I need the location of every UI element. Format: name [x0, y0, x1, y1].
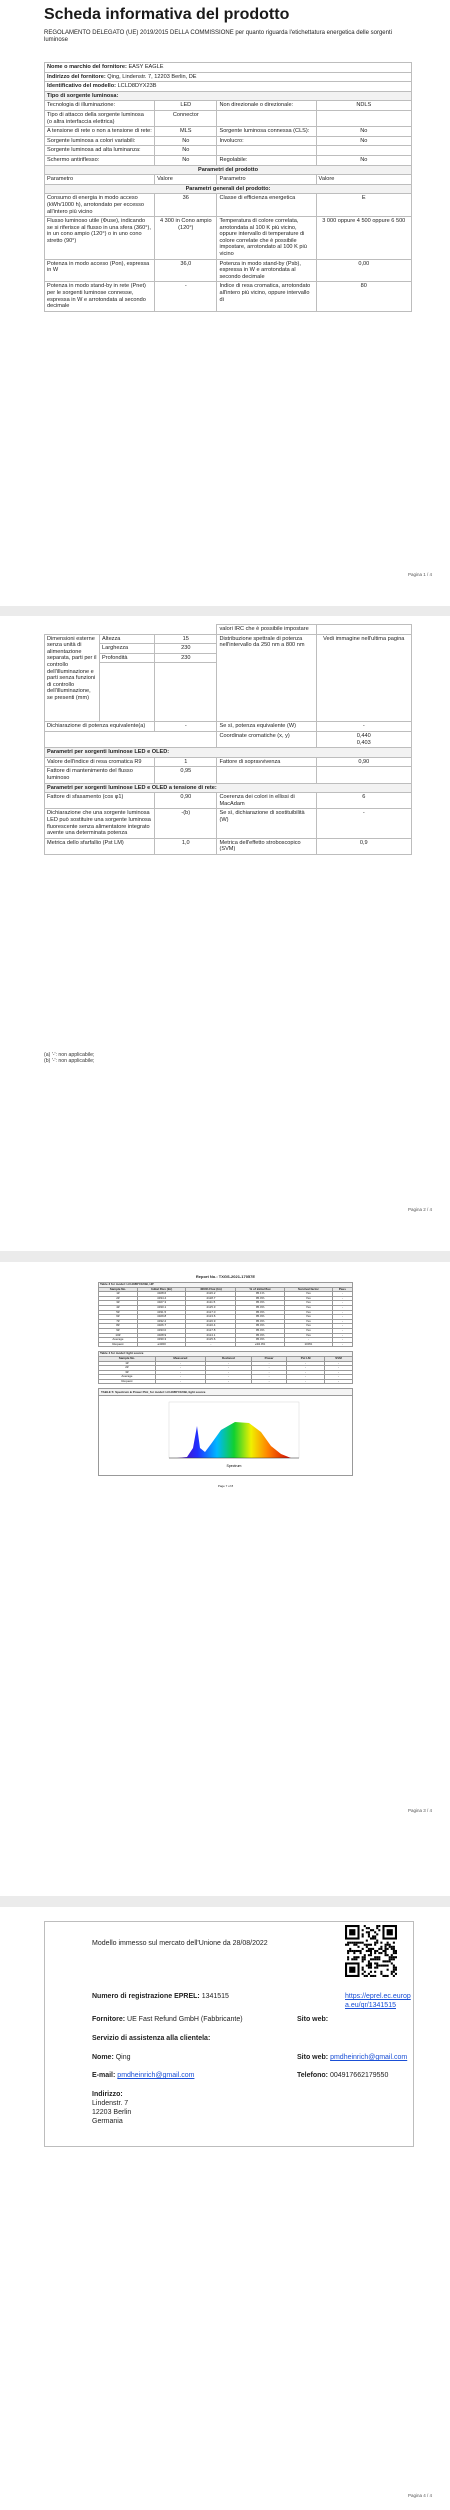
param-label: Fattore di sopravvivenza	[217, 757, 316, 767]
spectrum-caption: TABLE 5: Spectrum & Power Plot_for model: LCLD8DYX23B, light source	[99, 1389, 352, 1396]
type-label: Tipo di attacco della sorgente luminosa (o altra interfaccia elettrica)	[45, 110, 155, 126]
table-cell: 1#	[99, 1292, 138, 1297]
column-header: Valore	[316, 175, 411, 185]
type-label: Regolabile:	[217, 155, 316, 165]
table-cell: 6#	[99, 1315, 138, 1320]
id-value: Qing, Lindenstr. 7, 12203 Berlin, DE	[107, 73, 197, 80]
spectrum-fill	[177, 1416, 291, 1458]
table-cell: 4327.3	[137, 1301, 186, 1306]
type-value	[316, 110, 411, 126]
page-number: Pagina 2 / 4	[407, 1207, 432, 1212]
type-label: Involucro:	[217, 136, 316, 146]
table-cell: -	[332, 1296, 352, 1301]
eprel-link[interactable]: https://eprel.ec.europa.eu/qr/1341515	[345, 1993, 411, 2009]
type-value	[316, 146, 411, 156]
report-page-number: Page 7 of 8	[217, 1484, 234, 1489]
supplier-label: Fornitore:	[92, 2016, 126, 2023]
table-cell: -	[287, 1361, 325, 1366]
table-cell: -	[205, 1366, 251, 1371]
table-cell: -	[332, 1342, 352, 1347]
table-cell: Yes	[284, 1315, 332, 1320]
table-cell: -	[332, 1305, 352, 1310]
column-header: 4000h Flux (lm)	[186, 1287, 236, 1292]
flux-table	[98, 1282, 353, 1347]
page-number: Pagina 1 / 4	[407, 572, 432, 577]
table-cell: 95.0%	[236, 1328, 285, 1333]
type-label: Non direzionale o direzionale:	[217, 101, 316, 111]
table-cell: 4117.8	[186, 1328, 236, 1333]
spectrum-plot	[99, 1396, 352, 1470]
table-cell: -	[155, 1361, 205, 1366]
table-cell: -	[324, 1361, 352, 1366]
table-cell: 100%	[284, 1342, 332, 1347]
param-value: 4 300 in Cono ampio (120°)	[155, 217, 217, 260]
table-cell: 95.0%	[236, 1315, 285, 1320]
table-cell: -	[332, 1333, 352, 1338]
table-cell: -	[205, 1375, 251, 1380]
column-header: Valore	[155, 175, 217, 185]
param-label: Indice di resa cromatica, arrotondato all'intero più vicino, oppure intervallo di	[217, 282, 316, 311]
table-cell: Yes	[284, 1333, 332, 1338]
column-header: Pass	[332, 1287, 352, 1292]
id-value: EASY EAGLE	[128, 64, 164, 70]
table-cell: -	[324, 1375, 352, 1380]
footnote: (b) '-': non applicabile;	[44, 1058, 95, 1064]
page-4	[0, 1907, 450, 2510]
table-cell: 4326.7	[137, 1324, 186, 1329]
product-params-header: Parametri del prodotto	[45, 165, 412, 175]
table-cell: 95.0%	[236, 1319, 285, 1324]
table-cell: 4116.9	[186, 1319, 236, 1324]
table-cell: -	[332, 1310, 352, 1315]
table-cell: -	[324, 1370, 352, 1375]
regulation-subtitle: REGOLAMENTO DELEGATO (UE) 2019/2015 DELLA COMMISSIONE per quanto riguarda l'etichettatura energetica delle sorgenti luminose	[44, 30, 392, 43]
table-cell: 9#	[99, 1328, 138, 1333]
table-cell: -	[332, 1328, 352, 1333]
param-value: -(b)	[155, 809, 217, 838]
param-label: Flusso luminoso utile (Φuse), indicando se si riferisce al flusso in una sfera (360°), in un cono ampio (120°) o in uno cono stretto (90°)	[45, 217, 155, 260]
eprel-label: Numero di registrazione EPREL:	[92, 1993, 200, 2000]
param-label: Temperatura di colore correlata, arrotondata al 100 K più vicino, oppure intervallo di temperature di colore correlate che è possibile impostare, arrotondato al 100 K più vicino	[217, 217, 316, 260]
table-cell: -	[155, 1370, 205, 1375]
table-cell: 4334.4	[137, 1296, 186, 1301]
email-link[interactable]: pmdheinrich@gmail.com	[117, 2072, 195, 2079]
spectral-label: Distribuzione spettrale di potenza nell'intervallo da 250 nm a 800 nm	[217, 634, 316, 722]
type-value: No	[316, 127, 411, 137]
param-label: Se sì, dichiarazione di sostituibilità (W)	[217, 809, 316, 838]
table-cell: -	[332, 1319, 352, 1324]
id-label: Identificativo del modello:	[47, 83, 116, 90]
supplier-id-row	[45, 72, 412, 82]
address-line: Lindenstr. 7	[92, 2100, 129, 2107]
type-label: Sorgente luminosa connessa (CLS):	[217, 127, 316, 137]
table-cell: -	[155, 1379, 205, 1384]
site-label: Sito web:	[297, 2054, 329, 2061]
type-label: Tecnologia di illuminazione:	[45, 101, 155, 111]
table-cell: Yes	[284, 1292, 332, 1297]
table-cell: -	[251, 1379, 286, 1384]
table-cell: 2#	[99, 1366, 156, 1371]
column-header: Measured	[155, 1356, 205, 1361]
column-header: SVM	[324, 1356, 352, 1361]
footnotes	[44, 1052, 94, 1064]
email-label: E-mail:	[92, 2072, 116, 2079]
dim-name: Profondità	[100, 653, 155, 663]
param-value: 0,90	[155, 793, 217, 809]
table-cell: Yes	[284, 1296, 332, 1301]
eprel-number: 1341515	[201, 1993, 229, 2000]
flicker-table	[98, 1351, 353, 1384]
market-date: Modello immesso sul mercato dell'Unione da 28/08/2022	[92, 1940, 268, 1947]
column-header: Sample No.	[99, 1287, 138, 1292]
table-cell: -	[205, 1379, 251, 1384]
table-cell: 4329.8	[137, 1315, 186, 1320]
table-cell: 4#	[99, 1305, 138, 1310]
column-header: Declared	[205, 1356, 251, 1361]
type-label: Sorgente luminosa a colori variabili:	[45, 136, 155, 146]
param-label: Fattore di mantenimento del flusso luminoso	[45, 767, 155, 783]
product-info-table-cont	[44, 624, 412, 855]
table-caption: Table 4 for model: light source	[99, 1352, 353, 1357]
table-cell: Yes	[284, 1305, 332, 1310]
qr-code-icon[interactable]	[345, 1925, 397, 1977]
table-cell: Request	[99, 1379, 156, 1384]
param-label: Valore dell'indice di resa cromatica R9	[45, 757, 155, 767]
column-header: Survival factor	[284, 1287, 332, 1292]
dim-value: 230	[155, 653, 217, 663]
id-value: LCLD8DYX23B	[117, 83, 157, 90]
table-cell: -	[251, 1375, 286, 1380]
dimensions-label: Dimensioni esterne senza unità di alimentazione separata, parti per il controllo dell'illuminazione e parti senza funzioni di controllo dell'illuminazione, se presenti (mm)	[45, 634, 100, 722]
param-label: Metrica dello sfarfallio (Pst LM)	[45, 838, 155, 854]
table-cell: -	[251, 1361, 286, 1366]
table-cell: 95.0%	[236, 1333, 285, 1338]
param-value: 0,9	[316, 838, 411, 854]
dim-value: 15	[155, 634, 217, 644]
param-label: Potenza in modo stand-by (Psb), espressa in W e arrotondata al secondo decimale	[217, 259, 316, 282]
supplier-value: UE Fast Refund GmbH (Fabbricante)	[127, 2016, 243, 2023]
type-label	[217, 110, 316, 126]
table-cell: 95.0%	[236, 1338, 285, 1343]
address-block	[92, 2090, 131, 2126]
param-value: 0,00	[316, 259, 411, 282]
table-cell: -	[332, 1315, 352, 1320]
table-cell: -	[251, 1366, 286, 1371]
table-cell: Yes	[284, 1319, 332, 1324]
supplier-id-row	[45, 82, 412, 92]
table-cell: -	[155, 1366, 205, 1371]
table-cell: 4116.2	[186, 1292, 236, 1297]
table-cell: 4333.0	[137, 1328, 186, 1333]
param-value: -	[316, 809, 411, 838]
type-label: A tensione di rete o non a tensione di rete:	[45, 127, 155, 137]
table-cell: 95.0%	[236, 1301, 285, 1306]
table-cell: 4111.5	[186, 1301, 236, 1306]
footnote: (a) '-': non applicabile;	[44, 1052, 95, 1058]
table-cell: Yes	[284, 1301, 332, 1306]
page-3	[0, 1262, 450, 1896]
table-cell: 4330.3	[137, 1338, 186, 1343]
table-cell: ≥4300	[137, 1342, 186, 1347]
param-value: 6	[316, 793, 411, 809]
param-value: 1,0	[155, 838, 217, 854]
page-1	[0, 0, 450, 606]
type-value: No	[155, 155, 217, 165]
table-cell: 95.1%	[236, 1292, 285, 1297]
table-cell: 5#	[99, 1310, 138, 1315]
table-cell: -	[251, 1370, 286, 1375]
table-cell: -	[287, 1375, 325, 1380]
table-cell: 4328.9	[137, 1333, 186, 1338]
table-cell: 4118.7	[186, 1296, 236, 1301]
table-cell: -	[324, 1379, 352, 1384]
param-value: 0,95	[155, 767, 217, 783]
param-label: Metrica dell'effetto stroboscopico (SVM)	[217, 838, 316, 854]
table-cell: -	[332, 1292, 352, 1297]
column-header: Power	[251, 1356, 286, 1361]
chromaticity-label: Coordinate cromatiche (x, y)	[217, 731, 316, 747]
table-cell: -	[205, 1361, 251, 1366]
type-label: Sorgente luminosa ad alta luminanza:	[45, 146, 155, 156]
param-value: 80	[316, 282, 411, 311]
param-value: 1	[155, 757, 217, 767]
table-cell: 4117.0	[186, 1310, 236, 1315]
type-value: MLS	[155, 127, 217, 137]
param-label: Dichiarazione che una sorgente luminosa LED può sostituire una sorgente luminosa fluorescente senza alimentatore integrato avente una determinata potenza	[45, 809, 155, 838]
param-value: 0,90	[316, 757, 411, 767]
column-header: Parametro	[45, 175, 155, 185]
table-cell: 3#	[99, 1370, 156, 1375]
table-cell: 4331.5	[137, 1310, 186, 1315]
phone-label: Telefono:	[297, 2072, 328, 2079]
page-number: Pagina 4 / 4	[407, 2493, 432, 2498]
equivalent-power-value: -	[155, 722, 217, 732]
table-cell: 4113.6	[186, 1315, 236, 1320]
table-cell: -	[332, 1301, 352, 1306]
website-label: Sito web:	[297, 2016, 329, 2023]
param-value: -	[155, 282, 217, 311]
table-cell: -	[332, 1338, 352, 1343]
type-label	[217, 146, 316, 156]
dim-name: Larghezza	[100, 644, 155, 654]
mains-params-header: Parametri per sorgenti luminose LED e OLED a tensione di rete:	[45, 783, 412, 793]
type-value: No	[316, 155, 411, 165]
page-number: Pagina 3 / 4	[407, 1808, 432, 1813]
type-value: NDLS	[316, 101, 411, 111]
type-value: No	[155, 146, 217, 156]
table-cell: 95.0%	[236, 1305, 285, 1310]
table-cell: Average	[99, 1375, 156, 1380]
id-label: Indirizzo del fornitore:	[47, 73, 106, 80]
table-cell: 3#	[99, 1301, 138, 1306]
table-cell: 2#	[99, 1296, 138, 1301]
name-value: Qing	[115, 2054, 131, 2061]
sb-equivalent-value: -	[316, 722, 411, 732]
table-cell: -	[155, 1375, 205, 1380]
test-report-image	[98, 1274, 353, 1488]
table-cell: -	[287, 1370, 325, 1375]
dim-value: 230	[155, 644, 217, 654]
param-value: 36	[155, 194, 217, 217]
dim-name: Altezza	[100, 634, 155, 644]
param-value: 36,0	[155, 259, 217, 282]
table-cell: 8#	[99, 1324, 138, 1329]
column-header: Parametro	[217, 175, 316, 185]
table-cell: 4330.1	[137, 1305, 186, 1310]
table-row	[99, 1379, 353, 1384]
customer-service-label: Servizio di assistenza alla clientela:	[92, 2035, 211, 2042]
general-params-header: Parametri generali del prodotto:	[45, 184, 412, 194]
light-source-type-header: Tipo di sorgente luminosa:	[45, 91, 412, 101]
cri-range-text: valori IRC che è possibile impostare	[217, 625, 316, 635]
id-label: Nome o marchio del fornitore:	[47, 64, 127, 70]
param-value: 3 000 oppure 4 500 oppure 6 500	[316, 217, 411, 260]
table-cell: -	[324, 1366, 352, 1371]
table-cell: -	[205, 1370, 251, 1375]
table-cell: 4115.6	[186, 1338, 236, 1343]
table-cell: Request	[99, 1342, 138, 1347]
table-cell: 10#	[99, 1333, 138, 1338]
param-label: Potenza in modo stand-by in rete (Pnet) per le sorgenti luminose connesse, espressa in W e arrotondata al secondo decimale	[45, 282, 155, 311]
table-cell: -	[284, 1338, 332, 1343]
table-cell: -	[186, 1342, 236, 1347]
table-cell: 4332.2	[137, 1319, 186, 1324]
column-header: % of initial flux	[236, 1287, 285, 1292]
page-title: Scheda informativa del prodotto	[44, 6, 290, 23]
equivalent-power-label: Dichiarazione di potenza equivalente(a)	[45, 722, 155, 732]
led-params-header: Parametri per sorgenti luminose LED e OLED:	[45, 748, 412, 758]
param-label: Consumo di energia in modo acceso (kWh/1000 h), arrotondato per eccesso all'intero più vicino	[45, 194, 155, 217]
table-cell: 1#	[99, 1361, 156, 1366]
column-header: Pst LM	[287, 1356, 325, 1361]
type-value: No	[155, 136, 217, 146]
table-cell: 95.0%	[236, 1324, 285, 1329]
page-2	[0, 616, 450, 1251]
param-label: Classe di efficienza energetica	[217, 194, 316, 217]
column-header: Sample No.	[99, 1356, 156, 1361]
chromaticity-value: 0,440 0,403	[316, 731, 411, 747]
spectrum-box	[98, 1388, 353, 1476]
table-cell: 7#	[99, 1319, 138, 1324]
address-line: 12203 Berlin	[92, 2109, 132, 2116]
table-cell: 95.0%	[236, 1310, 285, 1315]
table-cell: Yes	[284, 1328, 332, 1333]
table-cell: -	[287, 1366, 325, 1371]
table-cell: 4114.1	[186, 1333, 236, 1338]
product-info-table	[44, 62, 412, 312]
param-value: E	[316, 194, 411, 217]
table-cell: 4328.6	[137, 1292, 186, 1297]
supplier-id-row	[45, 63, 412, 73]
sb-equivalent-label: Se sì, potenza equivalente (W)	[217, 722, 316, 732]
param-label: Fattore di sfasamento (cos φ1)	[45, 793, 155, 809]
param-label: Potenza in modo acceso (Pon), espressa in W	[45, 259, 155, 282]
param-label: Coerenza dei colori in ellissi di MacAdam	[217, 793, 316, 809]
table-cell: Yes	[284, 1324, 332, 1329]
table-row	[99, 1342, 353, 1347]
table-cell: Average	[99, 1338, 138, 1343]
table-cell: Yes	[284, 1310, 332, 1315]
table-cell: -	[332, 1324, 352, 1329]
name-label: Nome:	[92, 2054, 114, 2061]
table-cell: ≥94.0%	[236, 1342, 285, 1347]
table-cell: 4110.4	[186, 1324, 236, 1329]
table-cell: 4115.3	[186, 1305, 236, 1310]
type-label: Schermo antiriflesso:	[45, 155, 155, 165]
table-caption: Table 3 for model: LCLD8DYX23B, HP	[99, 1283, 353, 1288]
table-cell: 95.0%	[236, 1296, 285, 1301]
phone-value: 004917662179550	[329, 2072, 389, 2079]
type-value: LED	[155, 101, 217, 111]
address-label: Indirizzo:	[92, 2091, 123, 2098]
report-number: Report No.: TXGS-2021-17057E	[195, 1274, 256, 1279]
column-header: Initial Flux (lm)	[137, 1287, 186, 1292]
table-cell: -	[287, 1379, 325, 1384]
address-line: Germania	[92, 2118, 123, 2125]
type-value: Connector	[155, 110, 217, 126]
site-link[interactable]: pmdheinrich@gmail.com	[330, 2054, 408, 2061]
type-value: No	[316, 136, 411, 146]
spectral-value: Vedi immagine nell'ultima pagina	[316, 634, 411, 722]
x-axis-label: Spectrum	[226, 1464, 242, 1469]
